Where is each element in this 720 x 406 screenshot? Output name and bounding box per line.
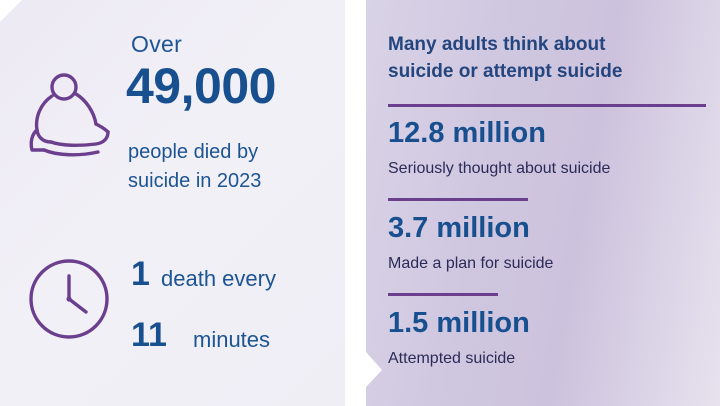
- right-heading-line2: suicide or attempt suicide: [388, 61, 623, 82]
- left-panel-content: [0, 0, 345, 406]
- grieving-person-icon: [24, 72, 120, 167]
- deaths-caption-line1: people died by: [128, 141, 259, 163]
- stat-2-value: 3.7 million: [388, 212, 530, 244]
- stat-1-label: Seriously thought about suicide: [388, 160, 611, 177]
- divider-rule-1: [388, 104, 706, 107]
- clock-icon: [20, 250, 118, 353]
- death-every-label: death every: [161, 266, 276, 291]
- right-panel-content: [366, 0, 720, 406]
- eleven-minutes-number: 11: [131, 316, 167, 354]
- minutes-label: minutes: [193, 327, 271, 352]
- divider-rule-2: [388, 198, 528, 201]
- one-death-number: 1: [131, 255, 150, 293]
- right-heading-line1: Many adults think about: [388, 34, 606, 55]
- deaths-number: 49,000: [126, 58, 276, 114]
- stat-2-label: Made a plan for suicide: [388, 255, 554, 272]
- divider-rule-3: [388, 293, 498, 296]
- stat-1-value: 12.8 million: [388, 117, 546, 149]
- stat-3-label: Attempted suicide: [388, 350, 516, 367]
- deaths-caption-line2: suicide in 2023: [128, 170, 262, 192]
- stat-3-value: 1.5 million: [388, 307, 530, 339]
- over-label: Over: [131, 31, 183, 57]
